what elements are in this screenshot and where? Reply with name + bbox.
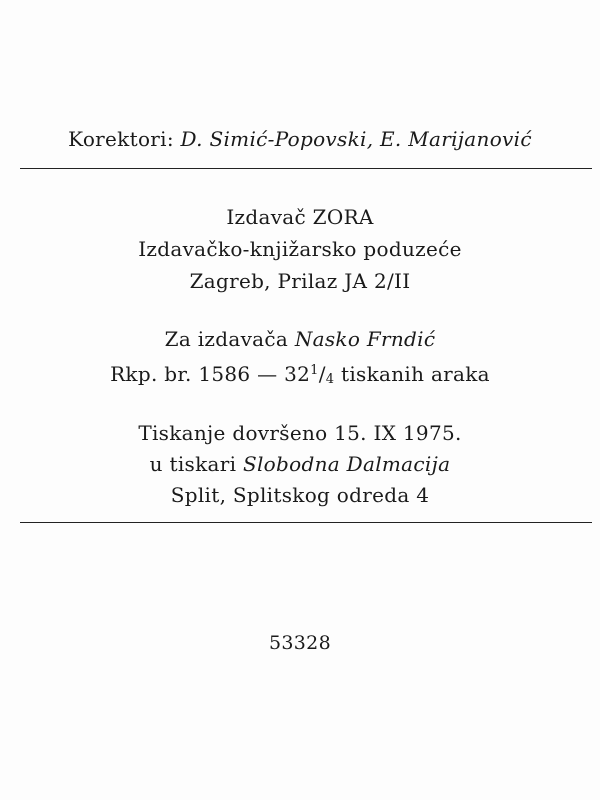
bottom-divider	[20, 522, 592, 523]
proofreaders-names: D. Simić-Popovski, E. Marijanović	[180, 127, 532, 151]
printing-completed: Tiskanje dovršeno 15. IX 1975.	[138, 421, 462, 445]
proofreaders-label: Korektori:	[68, 127, 174, 151]
catalog-number: 53328	[269, 632, 331, 654]
for-publisher-label: Za izdavača	[164, 327, 289, 351]
fraction-denominator: 4	[325, 372, 335, 387]
manuscript-prefix: Rkp. br. 1586 — 32	[110, 362, 311, 386]
top-divider	[20, 168, 592, 169]
printing-house-name: Slobodna Dalmacija	[242, 452, 451, 476]
publisher-name: Izdavač ZORA	[226, 205, 374, 229]
manuscript-suffix: tiskanih araka	[341, 362, 490, 386]
printing-address: Split, Splitskog odreda 4	[170, 483, 430, 507]
fraction-separator: /	[318, 362, 326, 386]
printing-house-line	[0, 451, 600, 477]
manuscript-line	[0, 358, 600, 393]
for-publisher-name: Nasko Frndić	[294, 327, 436, 351]
publisher-type: Izdavačko-knjižarsko poduzeće	[138, 237, 462, 261]
printing-house-prefix: u tiskari	[149, 452, 237, 476]
publisher-address: Zagreb, Prilaz JA 2/II	[189, 269, 411, 293]
proofreaders-line	[0, 126, 600, 152]
fraction-numerator: 1	[310, 363, 319, 378]
for-publisher-line	[0, 326, 600, 352]
